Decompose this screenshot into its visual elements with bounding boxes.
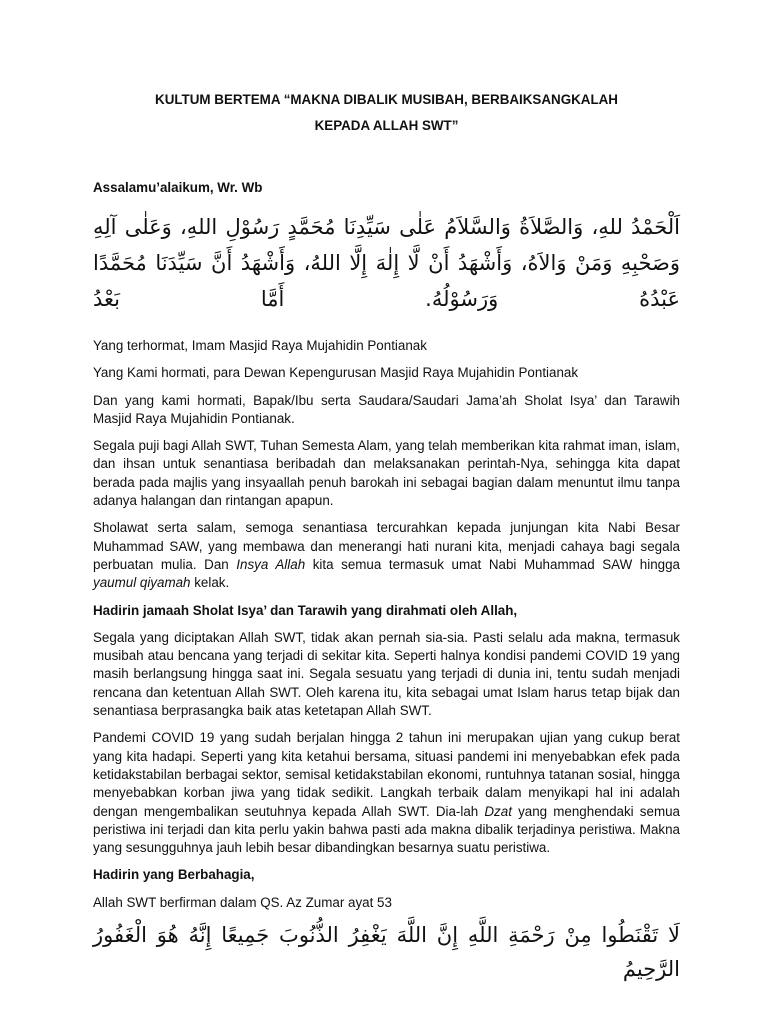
paragraph-5 [93,519,680,592]
paragraph-5-text-a: Sholawat serta salam, semoga senantiasa tercurahkan kepada junjungan kita Nabi Besar Muhammad SAW, yang membawa dan menerangi hati nurani kita, menjadi cahaya bagi segala perbuatan mulia. Dan [93,520,680,572]
paragraph-7-italic-dzat: Dzat [484,803,512,819]
paragraph-5-italic-yaumul-qiyamah: yaumul qiyamah [93,575,191,591]
paragraph-5-italic-insya-allah: Insya Allah [236,556,306,572]
paragraph-3: Dan yang kami hormati, Bapak/Ibu serta Saudara/Saudari Jama’ah Sholat Isya’ dan Tarawih Masjid Raya Mujahidin Pontianak. [93,392,680,426]
arabic-verse-text: لَا تَقْنَطُوا مِنْ رَحْمَةِ اللَّهِ إِنَّ اللَّهَ يَغْفِرُ الذُّنُوبَ جَمِيعًا إِنَّهُ هُوَ الْغَفُورُ الرَّحِيمُ [93,923,680,982]
paragraph-7 [93,729,680,857]
paragraph-8: Allah SWT berfirman dalam QS. Az Zumar ayat 53 [93,894,392,910]
section-heading-2: Hadirin yang Berbahagia, [93,867,255,883]
paragraph-7-text-a: Pandemi COVID 19 yang sudah berjalan hingga 2 tahun ini merupakan ujian yang cukup berat yang kita hadapi. Seperti yang kita ketahui bersama, situasi pandemi ini menyebabkan efek pada ketidakstabilan berbagai sektor, semisal ketidakstabilan ekonomi, runtuhnya tatanan sosial, hingga menyebabkan korban jiwa yang tidak sedikit. Langkah terbaik dalam menyikapi hal ini adalah dengan mengembalikan seutuhnya kepada Allah SWT. Dia-lah [93,730,680,819]
paragraph-6: Segala yang diciptakan Allah SWT, tidak akan pernah sia-sia. Pasti selalu ada makna, termasuk musibah atau bencana yang terjadi di sekitar kita. Seperti halnya kondisi pandemi COVID 19 yang masih berlangsung hingga saat ini. Segala sesuatu yang terjadi di dunia ini, tentu sudah menjadi rencana dan ketentuan Allah SWT. Oleh karena itu, kita sebagai umat Islam harus tetap bijak dan senantiasa berprasangka baik atas ketetapan Allah SWT. [93,629,680,719]
paragraph-4: Segala puji bagi Allah SWT, Tuhan Semesta Alam, yang telah memberikan kita rahmat iman, islam, dan ihsan untuk senantiasa beribadah dan melaksanakan perintah-Nya, sehingga kita dapat berada pada majlis yang insyaallah penuh barokah ini sebagai bagian dalam menuntut ilmu tanpa adanya halangan dan rintangan apapun. [93,438,680,509]
greeting: Assalamu’alaikum, Wr. Wb [93,180,263,195]
paragraph-5-text-e: kelak. [190,575,230,591]
paragraph-5-text-c: kita semua termasuk umat Nabi Muhammad SAW hingga [305,556,680,572]
paragraph-7-text-c: yang menghendaki semua peristiwa ini terjadi dan kita perlu yakin bahwa pasti ada makna dibalik terjadinya peristiwa. Makna yang sesungguhnya jauh lebih besar dibandingkan besarnya suatu peristiwa. [93,803,680,856]
title-line-2: KEPADA ALLAH SWT” [314,118,459,133]
paragraph-2: Yang Kami hormati, para Dewan Kepengurusan Masjid Raya Mujahidin Pontianak [93,365,579,381]
paragraph-1: Yang terhormat, Imam Masjid Raya Mujahidin Pontianak [93,338,427,353]
title-line-1: KULTUM BERTEMA “MAKNA DIBALIK MUSIBAH, BERBAIKSANGKALAH [155,92,618,107]
section-heading-1: Hadirin jamaah Sholat Isya’ dan Tarawih yang dirahmati oleh Allah, [93,602,518,618]
arabic-opening-text: اَلْحَمْدُ للهِ، وَالصَّلاَةُ وَالسَّلاَمُ عَلٰى سَيِّدِنَا مُحَمَّدٍ رَسُوْلِ اللهِ، وَعَلٰى آلِهِ وَصَحْبِهِ وَمَنْ وَالاَهُ، وَأَشْهَدُ أَنْ لَّا إِلٰهَ إِلَّا اللهُ، وَأَشْهَدُ أَنَّ سَيِّدَنَا مُحَمَّدًا عَبْدُهُ وَرَسُوْلُهُ. أَمَّا بَعْدُ [93,215,680,311]
document-title [93,87,680,139]
